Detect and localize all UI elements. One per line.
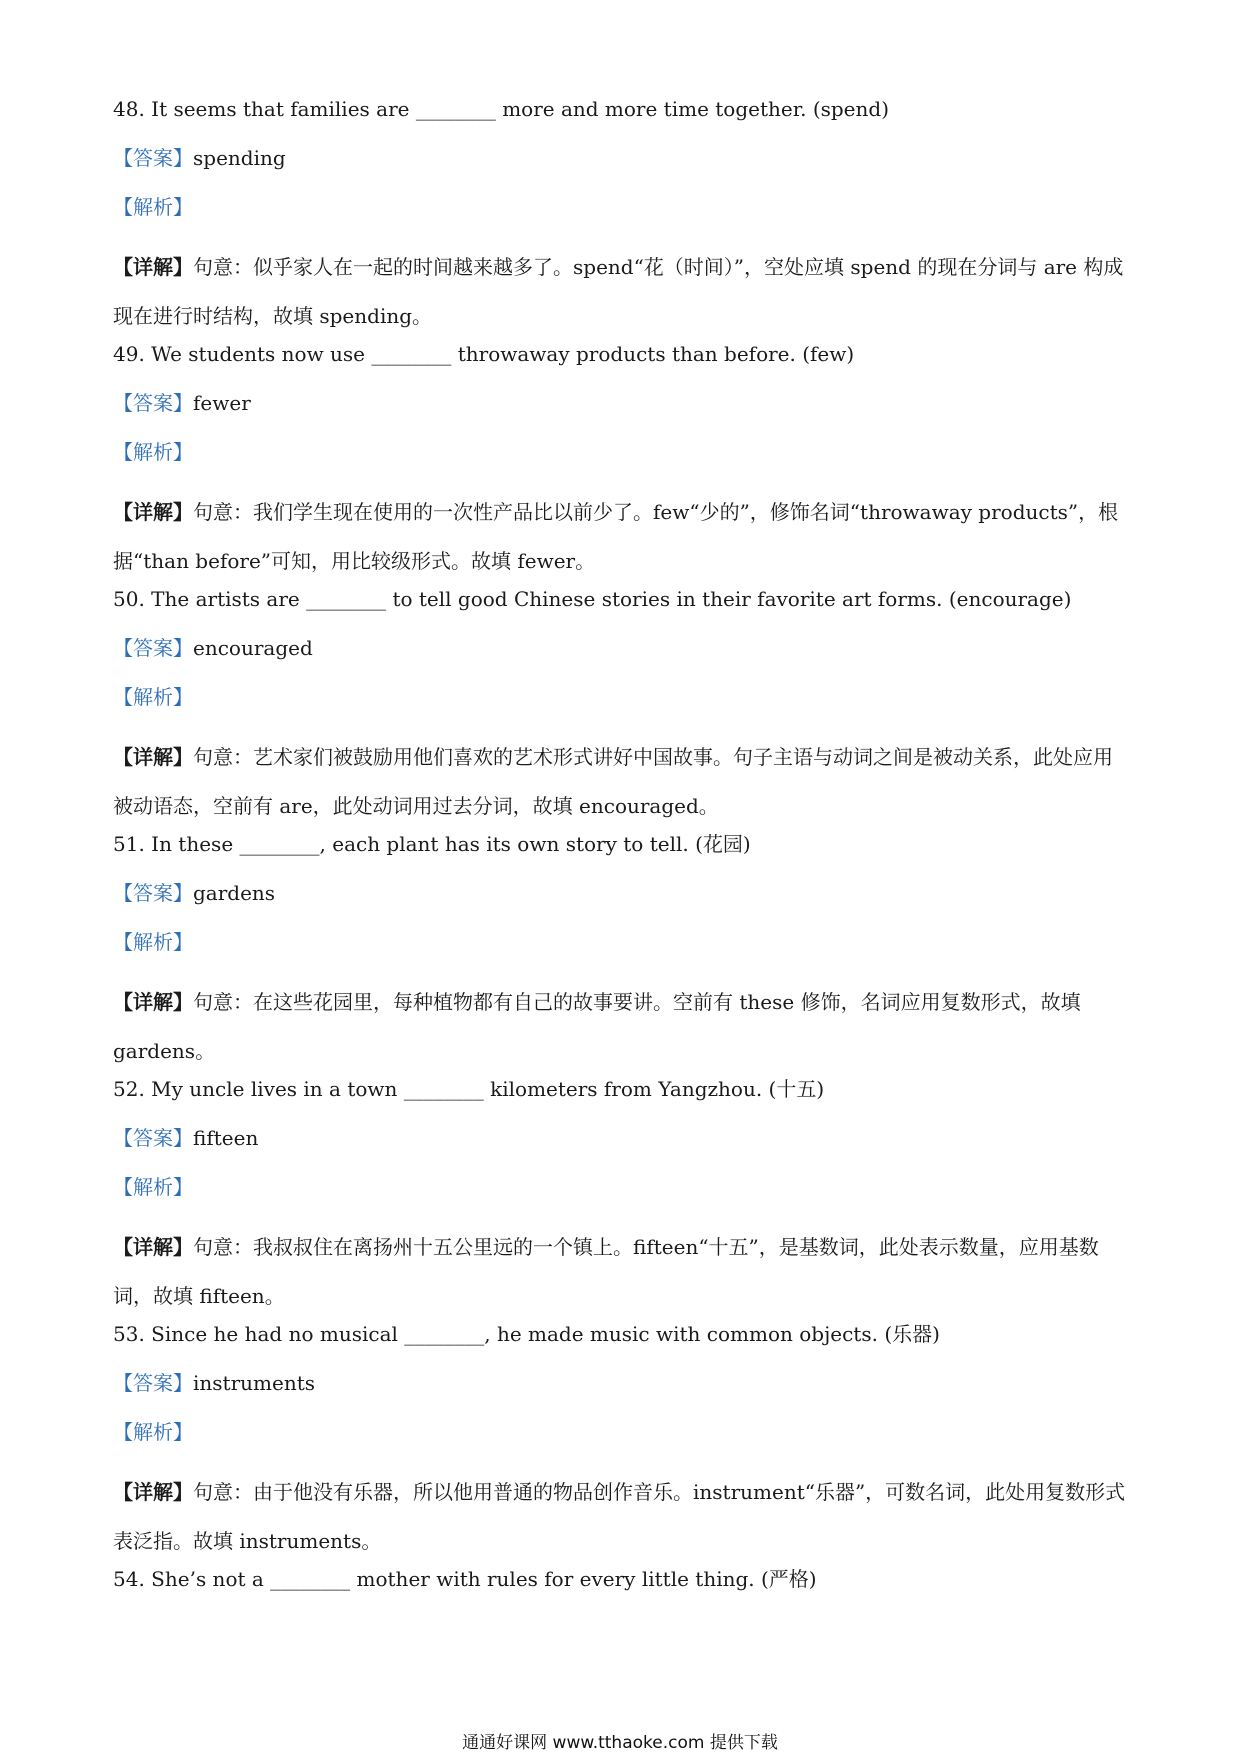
detail-text: 句意：艺术家们被鼓励用他们喜欢的艺术形式讲好中国故事。句子主语与动词之间是被动关系，此处应用被动语态，空前有 are，此处动词用过去分词，故填 encouraged。 <box>113 745 1113 818</box>
detail-row <box>113 1468 1128 1566</box>
question: 48. It seems that families are ________ more and more time together. (spend) <box>113 97 890 121</box>
question: 50. The artists are ________ to tell good Chinese stories in their favorite art forms. (encourage) <box>113 587 1072 611</box>
analysis-row <box>113 1174 1128 1223</box>
detail-label: 【详解】 <box>113 255 193 279</box>
document-page <box>113 96 1128 1615</box>
answer-label: 【答案】 <box>113 391 193 415</box>
answer-text: spending <box>193 146 286 170</box>
detail-text: 句意：由于他没有乐器，所以他用普通的物品创作音乐。instrument“乐器”，可数名词，此处用复数形式表泛指。故填 instruments。 <box>113 1480 1126 1553</box>
analysis-label: 【解析】 <box>113 1420 193 1444</box>
detail-row <box>113 1223 1128 1321</box>
detail-row <box>113 488 1128 586</box>
detail-text: 句意：在这些花园里，每种植物都有自己的故事要讲。空前有 these 修饰，名词应用复数形式，故填 gardens。 <box>113 990 1081 1063</box>
footer-credit: 通通好课网 www.tthaoke.com 提供下载 <box>462 1733 778 1753</box>
answer-label: 【答案】 <box>113 881 193 905</box>
analysis-label: 【解析】 <box>113 1175 193 1199</box>
question: 51. In these ________, each plant has its own story to tell. (花园) <box>113 832 751 856</box>
detail-label: 【详解】 <box>113 1480 193 1504</box>
answer-row <box>113 880 1128 929</box>
answer-text: instruments <box>193 1371 316 1395</box>
detail-row <box>113 733 1128 831</box>
answer-text: fifteen <box>193 1126 259 1150</box>
answer-label: 【答案】 <box>113 146 193 170</box>
detail-label: 【详解】 <box>113 1235 193 1259</box>
analysis-label: 【解析】 <box>113 195 193 219</box>
detail-text: 句意：我叔叔住在离扬州十五公里远的一个镇上。fifteen“十五”，是基数词，此处表示数量，应用基数词，故填 fifteen。 <box>113 1235 1099 1308</box>
analysis-label: 【解析】 <box>113 440 193 464</box>
answer-label: 【答案】 <box>113 1126 193 1150</box>
answer-label: 【答案】 <box>113 636 193 660</box>
detail-row <box>113 243 1128 341</box>
question: 52. My uncle lives in a town ________ kilometers from Yangzhou. (十五) <box>113 1077 825 1101</box>
analysis-label: 【解析】 <box>113 685 193 709</box>
question: 53. Since he had no musical ________, he made music with common objects. (乐器) <box>113 1322 940 1346</box>
answer-row <box>113 1125 1128 1174</box>
answer-text: fewer <box>193 391 251 415</box>
answer-row <box>113 390 1128 439</box>
analysis-row <box>113 684 1128 733</box>
answer-label: 【答案】 <box>113 1371 193 1395</box>
analysis-label: 【解析】 <box>113 930 193 954</box>
detail-text: 句意：似乎家人在一起的时间越来越多了。spend“花（时间）”，空处应填 spend 的现在分词与 are 构成现在进行时结构，故填 spending。 <box>113 255 1124 328</box>
answer-text: gardens <box>193 881 276 905</box>
answer-row <box>113 145 1128 194</box>
answer-row <box>113 635 1128 684</box>
detail-label: 【详解】 <box>113 990 193 1014</box>
answer-text: encouraged <box>193 636 313 660</box>
analysis-row <box>113 929 1128 978</box>
analysis-row <box>113 194 1128 243</box>
detail-text: 句意：我们学生现在使用的一次性产品比以前少了。few“少的”，修饰名词“throwaway products”，根据“than before”可知，用比较级形式。故填 fewer。 <box>113 500 1119 573</box>
analysis-row <box>113 1419 1128 1468</box>
detail-label: 【详解】 <box>113 500 193 524</box>
question: 54. She’s not a ________ mother with rules for every little thing. (严格) <box>113 1567 817 1591</box>
detail-row <box>113 978 1128 1076</box>
question: 49. We students now use ________ throwaway products than before. (few) <box>113 342 855 366</box>
analysis-row <box>113 439 1128 488</box>
detail-label: 【详解】 <box>113 745 193 769</box>
answer-row <box>113 1370 1128 1419</box>
